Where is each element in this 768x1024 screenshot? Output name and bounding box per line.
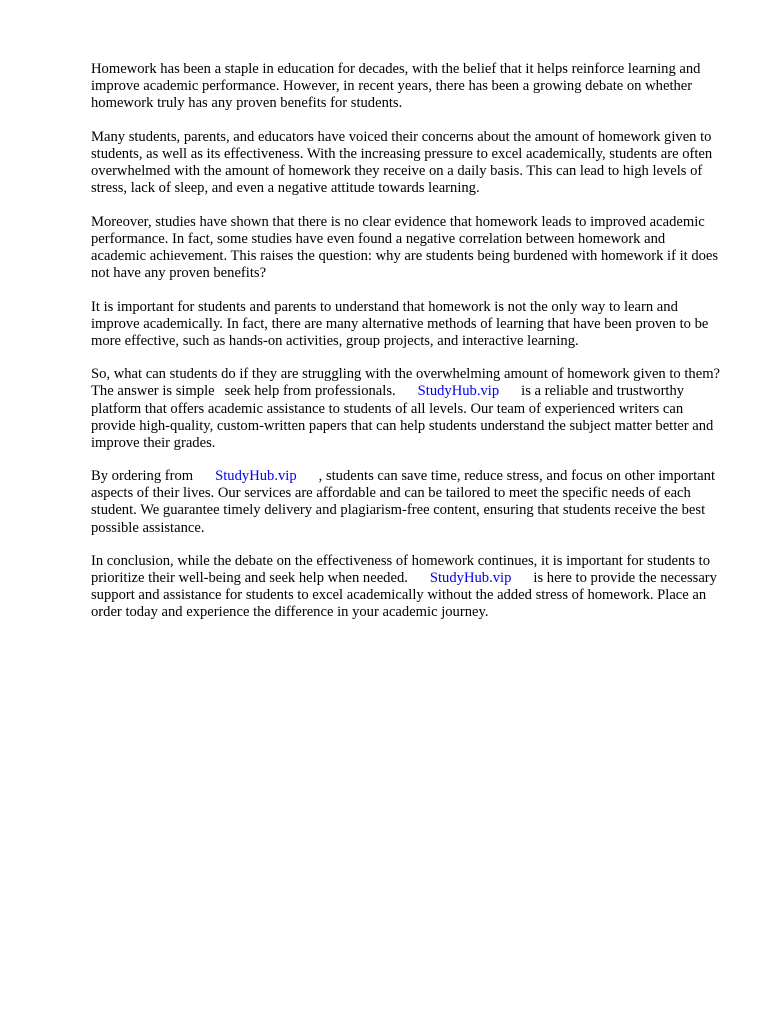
paragraph-conclusion-text-b: is here to provide the necessary support and assistance for students to excel academically without the added stress of homework. Place an order today and experience the difference in your academic journey. [91, 570, 717, 621]
studyhub-link-1[interactable]: StudyHub.vip [417, 383, 500, 400]
paragraph-help [91, 366, 721, 451]
paragraph-ordering-text-b: , students can save time, reduce stress, and focus on other important aspects of their lives. Our services are affordable and can be tailored to meet the specific needs of each student. We guarantee timely delivery and plagiarism-free content, ensuring that students receive the best possible assistance. [91, 468, 715, 536]
paragraph-help-text-a: So, what can students do if they are struggling with the overwhelming amount of homework given to them? The answer is simple [91, 366, 721, 400]
paragraph-help-text-c: is a reliable and trustworthy platform that offers academic assistance to students of all levels. Our team of experienced writers can provide high-quality, custom-written papers that can help students understand the subject matter better and improve their grades. [91, 383, 714, 451]
paragraph-evidence [91, 214, 721, 282]
paragraph-conclusion [91, 553, 721, 621]
paragraph-intro [91, 61, 721, 112]
paragraph-concerns [91, 129, 721, 197]
paragraph-conclusion-text-a: In conclusion, while the debate on the effectiveness of homework continues, it is important for students to prioritize their well-being and seek help when needed. [91, 553, 711, 587]
paragraph-evidence-text: Moreover, studies have shown that there is no clear evidence that homework leads to improved academic performance. In fact, some studies have even found a negative correlation between homework and academic achievement. This raises the question: why are students being burdened with homework if it does not have any proven benefits? [91, 213, 719, 281]
paragraph-help-text-b: seek help from professionals. [224, 383, 396, 400]
studyhub-link-2[interactable]: StudyHub.vip [215, 468, 297, 485]
document-page [91, 61, 721, 638]
paragraph-intro-text: Homework has been a staple in education for decades, with the belief that it helps reinforce learning and improve academic performance. However, in recent years, there has been a growing debate on whether homework truly has any proven benefits for students. [91, 61, 701, 112]
paragraph-ordering-text-a: By ordering from [91, 468, 194, 485]
paragraph-concerns-text: Many students, parents, and educators have voiced their concerns about the amount of homework given to students, as well as its effectiveness. With the increasing pressure to excel academically, students are often overwhelmed with the amount of homework they receive on a daily basis. This can lead to high levels of stress, lack of sleep, and even a negative attitude towards learning. [91, 128, 713, 197]
paragraph-alternatives-text: It is important for students and parents to understand that homework is not the only way to learn and improve academically. In fact, there are many alternative methods of learning that have been proven to be more effective, such as hands-on activities, group projects, and interactive learning. [91, 298, 709, 349]
paragraph-alternatives [91, 299, 721, 350]
studyhub-link-3[interactable]: StudyHub.vip [429, 570, 512, 587]
paragraph-ordering [91, 468, 721, 536]
